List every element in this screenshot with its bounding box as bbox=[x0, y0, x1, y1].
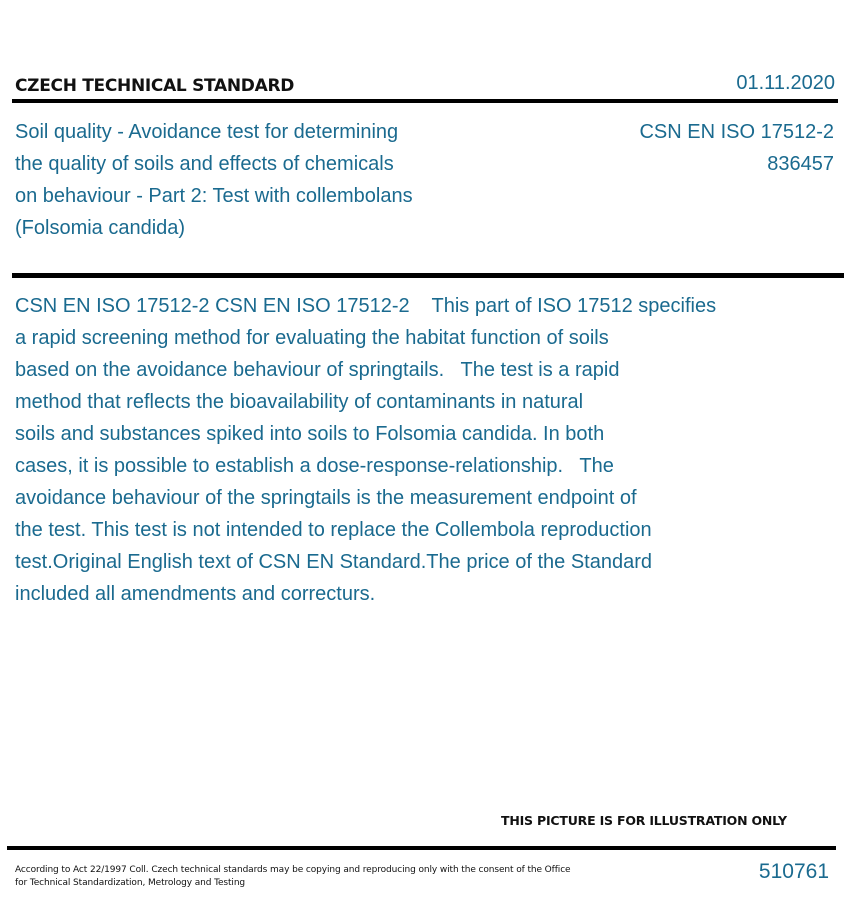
abstract-line: avoidance behaviour of the springtails is the measurement endpoint of bbox=[15, 487, 637, 509]
standard-title bbox=[15, 116, 475, 244]
footer-divider bbox=[7, 846, 836, 850]
standard-title-line: the quality of soils and effects of chemicals bbox=[15, 153, 394, 175]
abstract-line: based on the avoidance behaviour of springtails. The test is a rapid bbox=[15, 359, 620, 381]
standard-title-line: Soil quality - Avoidance test for determining bbox=[15, 121, 399, 143]
document-number: 510761 bbox=[758, 860, 829, 883]
abstract-line: a rapid screening method for evaluating the habitat function of soils bbox=[15, 327, 609, 349]
abstract-line: the test. This test is not intended to replace the Collembola reproduction bbox=[15, 519, 652, 541]
abstract-line: method that reflects the bioavailability of contaminants in natural bbox=[15, 391, 584, 413]
standard-code: CSN EN ISO 17512-2 bbox=[639, 121, 834, 143]
abstract-line: soils and substances spiked into soils to Folsomia candida. In both bbox=[15, 423, 605, 445]
standard-identifiers bbox=[639, 116, 834, 180]
illustration-notice: THIS PICTURE IS FOR ILLUSTRATION ONLY bbox=[501, 813, 787, 828]
catalog-number: 836457 bbox=[767, 153, 834, 175]
standard-title-line: (Folsomia candida) bbox=[15, 217, 186, 239]
standard-title-line: on behaviour - Part 2: Test with collembolans bbox=[15, 185, 413, 207]
header-divider bbox=[12, 99, 838, 103]
title-divider bbox=[12, 273, 844, 278]
abstract-line: cases, it is possible to establish a dose-response-relationship. The bbox=[15, 455, 614, 477]
abstract-line: included all amendments and correcturs. bbox=[15, 583, 376, 605]
legal-notice bbox=[15, 864, 615, 890]
document-type-heading: CZECH TECHNICAL STANDARD bbox=[15, 76, 295, 96]
abstract-line: test.Original English text of CSN EN Standard.The price of the Standard bbox=[15, 551, 652, 573]
legal-notice-line: According to Act 22/1997 Coll. Czech technical standards may be copying and reproducing only with the consent of the Office bbox=[15, 865, 571, 875]
abstract-line: CSN EN ISO 17512-2 CSN EN ISO 17512-2 This part of ISO 17512 specifies bbox=[15, 295, 717, 317]
publication-date: 01.11.2020 bbox=[736, 72, 835, 94]
legal-notice-line: for Technical Standardization, Metrology and Testing bbox=[15, 878, 246, 888]
abstract-text bbox=[15, 290, 795, 610]
